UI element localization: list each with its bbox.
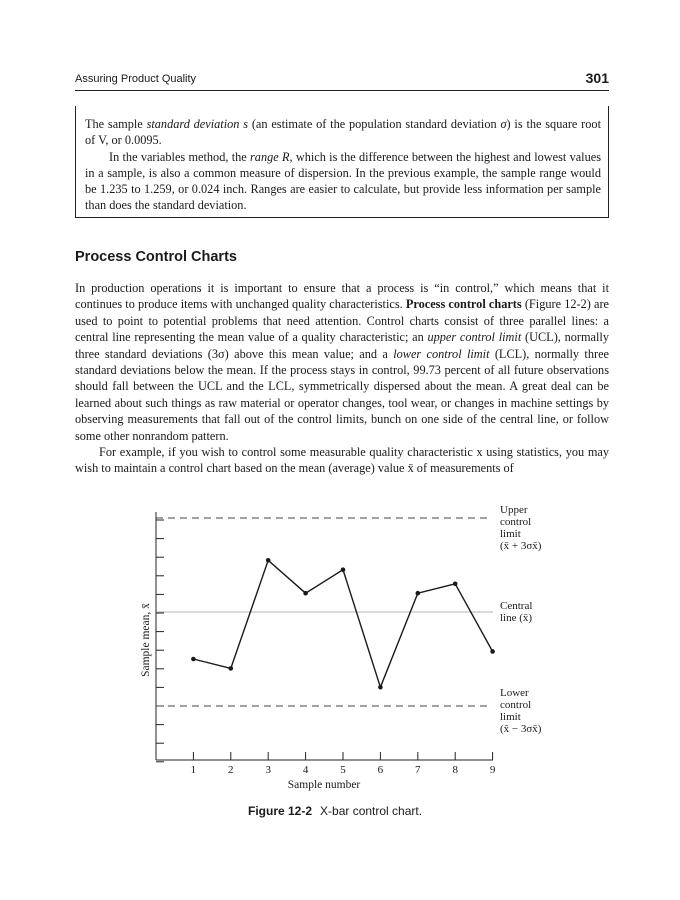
sample-mean-line [193,560,492,687]
body-paragraph-2: For example, if you wish to control some measurable quality characteristic x using statistics, you may wish to maintain a control chart based on the mean (average) value x̄ of measurements of [75,445,609,476]
page-header [75,70,609,91]
boxed-excerpt [75,106,609,218]
data-point [416,591,421,596]
x-tick-label: 7 [415,764,421,776]
figure-caption-text: X-bar control chart. [320,804,423,818]
figure-caption [248,804,422,818]
data-point [303,591,308,596]
central-line-label: Central line (x̄) [500,600,533,624]
x-tick-label: 6 [377,764,384,776]
x-axis-label: Sample number [287,779,361,791]
section-body [75,280,609,477]
box-paragraph-2: In the variables method, the range R, which is the difference between the highest and lowest values in a sample, is also a common measure of dispersion. In the previous example, the sample range would be 1.235 to 1.259, or 0.024 inch. Ranges are easier to calculate, but provide less information per sample than does the standard deviation. [85,149,601,213]
lcl-label: Lower control limit (x̄ − 3σx̄) [500,687,542,735]
box-paragraph-1: The sample standard deviation s (an estimate of the population standard deviation σ) is the square root of V, or 0.0095. [85,117,601,148]
x-tick-label: 1 [190,764,197,776]
control-chart [0,490,680,800]
data-point [490,649,495,654]
page-number: 301 [585,70,609,86]
data-point [341,567,346,572]
section-title: Process Control Charts [75,249,237,265]
data-point [266,558,271,563]
data-point [191,657,196,662]
x-tick-label: 4 [302,764,309,776]
x-tick-label: 2 [228,764,234,776]
x-tick-label: 3 [265,764,271,776]
x-tick-label: 9 [489,764,496,776]
running-title: Assuring Product Quality [75,73,197,85]
x-tick-label: 5 [340,764,346,776]
figure-label: Figure 12-2 [248,804,313,818]
data-point [378,685,383,690]
data-point [453,582,458,587]
y-axis-label: Sample mean, x̄ [140,603,152,677]
x-tick-label: 8 [452,764,458,776]
data-point [229,666,234,671]
ucl-label: Upper control limit (x̄ + 3σx̄) [500,504,542,552]
body-paragraph-1: In production operations it is important to ensure that a process is “in control,” which means that it continues to produce items with unchanged quality characteristics. Process control charts (Figure 12-2) are used to point to potential problems that need attention. Control charts consist of three parallel lines: a central line representing the mean value of a quality characteristic; an upper control limit (UCL), normally three standard deviations (3σ) above this mean value; and a lower control limit (LCL), normally three standard deviations below the mean. If the process stays in control, 99.73 percent of all future observations should fall between the UCL and the LCL, symmetrically dispersed about the mean. A great deal can be learned about such things as raw material or operator changes, tool wear, or changes in machine settings by observing measurements that fall out of the control limits, bunch on one side of the central line, or follow some other nonrandom pattern. [75,281,609,443]
